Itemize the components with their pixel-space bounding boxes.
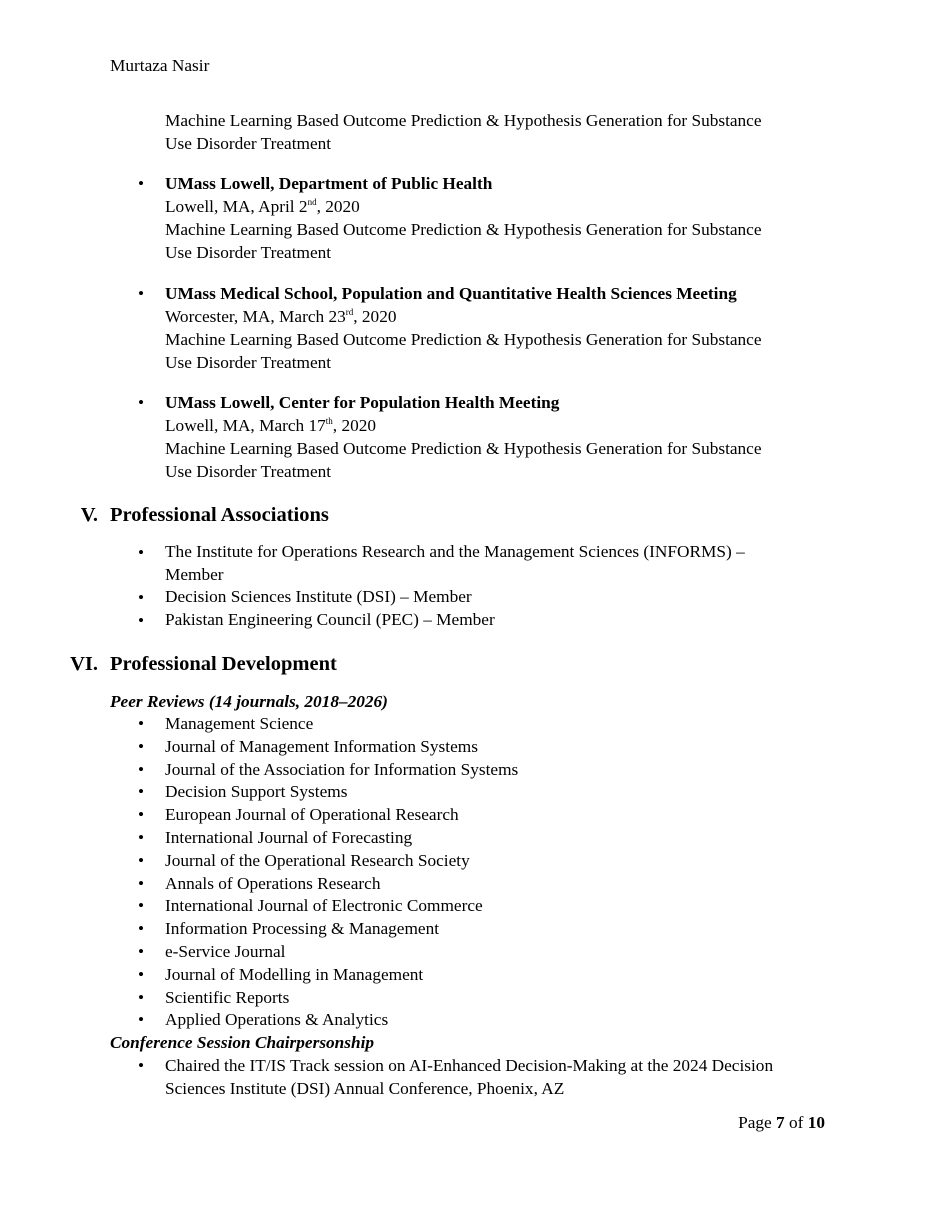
talk-venue: UMass Lowell, Center for Population Health Meeting	[165, 393, 560, 412]
list-item: Journal of Management Information Systems	[165, 736, 478, 756]
continued-talk-title: Machine Learning Based Outcome Prediction & Hypothesis Generation for Substance Use Disorder Treatment	[165, 111, 762, 153]
talk-title-line: Use Disorder Treatment	[165, 243, 332, 262]
list-item: Management Science	[165, 714, 314, 733]
list-item: International Journal of Forecasting	[165, 827, 413, 847]
chairpersonship-item: Chaired the IT/IS Track session on AI-Enhanced Decision-Making at the 2024 Decision Sciences Institute (DSI) Annual Conference, Phoenix, AZ	[165, 1056, 774, 1098]
list-item: Decision Support Systems	[165, 782, 348, 802]
list-item: Information Processing & Management	[165, 919, 440, 939]
bullet-glyph: •	[137, 393, 145, 412]
list-item: Annals of Operations Research	[165, 873, 381, 893]
list-item: Decision Sciences Institute (DSI) – Member	[165, 587, 472, 607]
page-number: Page 7 of 10	[738, 1113, 825, 1132]
list-item: e-Service Journal	[165, 941, 286, 961]
bullet-glyph: •	[137, 611, 145, 630]
talk-date: Lowell, MA, March 17th, 2020	[165, 416, 376, 435]
section-heading-associations: Professional Associations	[110, 504, 329, 526]
list-item: European Journal of Operational Research	[165, 805, 459, 825]
talk-entry	[165, 391, 825, 483]
list-item: Member	[165, 564, 224, 584]
bullet-glyph: •	[137, 588, 145, 607]
list-item: Journal of Modelling in Management	[165, 964, 424, 984]
talk-entry	[165, 172, 825, 264]
list-item: Applied Operations & Analytics	[165, 1010, 389, 1030]
list-item: The Institute for Operations Research and the Management Sciences (INFORMS) –	[165, 542, 745, 561]
talk-date: Lowell, MA, April 2nd, 2020	[165, 197, 360, 216]
list-item: Scientific Reports	[165, 987, 290, 1007]
journal-bullets: • • • • • • • • • • • • • •	[137, 714, 145, 1030]
section-numeral: VI.	[70, 653, 98, 675]
talk-entry	[165, 282, 825, 374]
talk-title-line: Use Disorder Treatment	[165, 353, 332, 372]
list-item: International Journal of Electronic Commerce	[165, 896, 483, 916]
talk-title-line: Machine Learning Based Outcome Prediction & Hypothesis Generation for Substance	[165, 439, 762, 458]
list-item: Journal of the Operational Research Society	[165, 850, 470, 870]
talk-title-line: Machine Learning Based Outcome Prediction & Hypothesis Generation for Substance	[165, 330, 762, 349]
section-numeral: V.	[80, 504, 98, 526]
bullet-glyph: •	[137, 284, 145, 303]
bullet-glyph: •	[137, 1056, 145, 1075]
list-item: Pakistan Engineering Council (PEC) – Member	[165, 610, 495, 630]
running-header-author: Murtaza Nasir	[110, 56, 210, 75]
talk-venue: UMass Lowell, Department of Public Health	[165, 174, 493, 193]
peer-reviews-heading: Peer Reviews (14 journals, 2018–2026)	[110, 692, 388, 711]
associations-list	[165, 541, 825, 632]
bullet-glyph: •	[137, 174, 145, 193]
section-heading-development: Professional Development	[110, 653, 337, 675]
bullet-glyph: •	[137, 543, 145, 562]
journal-list	[165, 713, 518, 1032]
talk-title-line: Use Disorder Treatment	[165, 462, 332, 481]
talk-title-line: Machine Learning Based Outcome Prediction & Hypothesis Generation for Substance	[165, 220, 762, 239]
list-item: Journal of the Association for Information Systems	[165, 759, 519, 779]
chairpersonship-heading: Conference Session Chairpersonship	[110, 1033, 375, 1052]
talk-venue: UMass Medical School, Population and Quantitative Health Sciences Meeting	[165, 284, 737, 303]
talk-date: Worcester, MA, March 23rd, 2020	[165, 307, 397, 326]
